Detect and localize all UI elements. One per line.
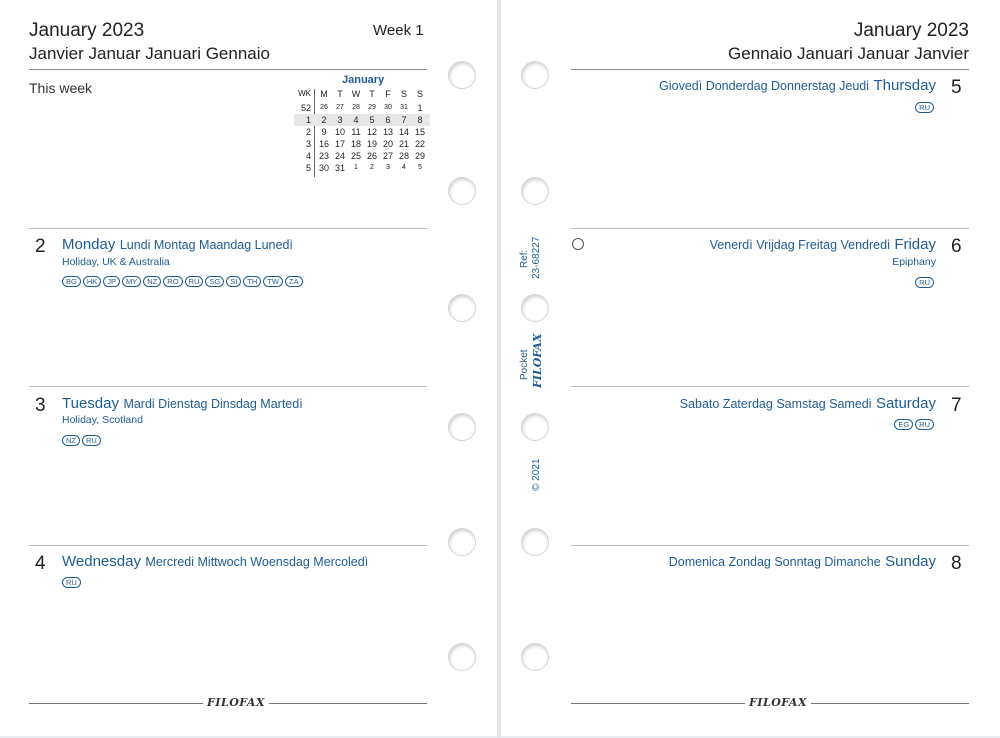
mini-calendar-day: 21 — [398, 139, 409, 149]
day-rule — [29, 386, 427, 387]
day-names — [659, 77, 936, 95]
day-number: 7 — [951, 395, 962, 416]
country-badge: JP — [103, 276, 120, 287]
day-number: 5 — [951, 77, 962, 98]
mini-calendar-week-row — [294, 138, 430, 150]
binder-hole — [448, 413, 476, 441]
binder-hole — [521, 177, 549, 205]
country-badge: TW — [263, 276, 283, 287]
mini-calendar-day: 3 — [386, 164, 390, 171]
day-rule — [571, 228, 969, 229]
mini-calendar-week-row — [294, 114, 430, 126]
day-name-translations: Venerdì Vrijdag Freitag Vendredi — [709, 238, 890, 252]
mini-calendar-week-number: 2 — [305, 127, 311, 137]
country-badge: ZA — [285, 276, 303, 287]
day-name-translations: Lundi Montag Maandag Lunedì — [119, 238, 293, 252]
mini-calendar-week-number: 52 — [300, 103, 311, 113]
mini-calendar-week-number: 4 — [305, 151, 311, 161]
day-rule — [571, 386, 969, 387]
mini-calendar-day: 18 — [350, 139, 361, 149]
mini-calendar-day: 17 — [334, 139, 345, 149]
mini-calendar-weekday: T — [337, 89, 343, 99]
country-badges — [62, 430, 103, 448]
day-names — [62, 236, 293, 254]
binder-hole — [521, 413, 549, 441]
country-badges — [62, 572, 83, 590]
mini-calendar-day: 22 — [414, 139, 425, 149]
mini-calendar-day: 30 — [384, 104, 392, 111]
binder-hole — [521, 61, 549, 89]
mini-calendar-day: 24 — [334, 151, 345, 161]
country-badge: RU — [62, 577, 81, 588]
day-rule — [29, 228, 427, 229]
moon-phase-icon — [572, 238, 584, 250]
day-names — [710, 236, 936, 254]
mini-calendar-day: 6 — [385, 115, 391, 125]
ref-code: 23-68227 — [531, 236, 542, 279]
left-header-rule — [29, 69, 427, 70]
mini-calendar-day: 13 — [382, 127, 393, 137]
mini-calendar-day: 20 — [382, 139, 393, 149]
mini-calendar-weekday: S — [416, 89, 423, 99]
mini-calendar-day: 1 — [354, 164, 358, 171]
mini-calendar-day: 14 — [398, 127, 409, 137]
mini-calendar-week-row — [294, 150, 430, 162]
day-names — [62, 553, 368, 571]
day-name-translations: Mercredi Mittwoch Woensdag Mercoledì — [145, 555, 369, 569]
mini-calendar-title: January — [342, 74, 385, 86]
mini-calendar-day: 28 — [352, 104, 360, 111]
binder-hole — [521, 294, 549, 322]
day-name: Wednesday — [62, 553, 141, 570]
mini-calendar-weekday: T — [369, 89, 375, 99]
day-number: 4 — [35, 553, 46, 574]
country-badge: TH — [243, 276, 261, 287]
ref-label: Ref: — [519, 249, 530, 268]
mini-calendar-week-row — [294, 162, 430, 174]
week-number: Week 1 — [373, 22, 424, 39]
holiday-note: Holiday, UK & Australia — [62, 256, 170, 268]
binder-hole — [521, 528, 549, 556]
day-name: Tuesday — [62, 395, 119, 412]
binder-hole — [448, 643, 476, 671]
country-badge: RU — [82, 435, 101, 446]
binder-hole — [448, 528, 476, 556]
mini-calendar-weekday: F — [385, 89, 391, 99]
mini-calendar-weekday: M — [320, 89, 328, 99]
binder-hole — [448, 294, 476, 322]
country-badge: HK — [83, 276, 101, 287]
country-badge: SI — [226, 276, 241, 287]
mini-calendar-day: 12 — [366, 127, 377, 137]
mini-calendar-week-number: 1 — [305, 115, 311, 125]
country-badge: RU — [915, 419, 934, 430]
right-month-subtitle: Gennaio Januari Januar Janvier — [728, 44, 969, 63]
mini-calendar-day: 27 — [336, 104, 344, 111]
country-badge: NZ — [143, 276, 161, 287]
country-badge: RU — [915, 277, 934, 288]
holiday-note: Holiday, Scotland — [62, 414, 143, 426]
day-name: Monday — [62, 236, 116, 253]
country-badge: RU — [185, 276, 204, 287]
spine-brand: FILOFAX — [531, 333, 544, 388]
day-number: 8 — [951, 553, 962, 574]
binder-hole — [448, 61, 476, 89]
mini-calendar-day: 10 — [334, 127, 345, 137]
country-badges — [62, 271, 305, 289]
country-badge: MY — [122, 276, 141, 287]
day-names — [669, 553, 936, 571]
mini-calendar-day: 4 — [402, 164, 406, 171]
mini-calendar-day: 2 — [370, 164, 374, 171]
mini-calendar-day: 26 — [320, 104, 328, 111]
mini-calendar-day: 19 — [366, 139, 377, 149]
day-name: Thursday — [873, 77, 936, 94]
mini-calendar-week-row — [294, 126, 430, 138]
mini-calendar-week-header: WK — [298, 89, 311, 98]
right-header-rule — [571, 69, 969, 70]
day-name-translations: Sabato Zaterdag Samstag Samedi — [679, 397, 872, 411]
day-name-translations: Domenica Zondag Sonntag Dimanche — [668, 555, 881, 569]
filofax-logo: FILOFAX — [745, 696, 811, 709]
country-badge: BG — [62, 276, 81, 287]
country-badges — [915, 272, 936, 290]
mini-calendar-day: 27 — [382, 151, 393, 161]
binder-hole — [521, 643, 549, 671]
day-name: Friday — [894, 236, 936, 253]
pocket-label: Pocket — [519, 349, 530, 380]
country-badges — [915, 97, 936, 115]
left-month-subtitle: Janvier Januar Januari Gennaio — [29, 44, 270, 63]
mini-calendar-day: 31 — [334, 163, 345, 173]
day-name: Saturday — [875, 395, 936, 412]
day-number: 2 — [35, 236, 46, 257]
holiday-note: Epiphany — [892, 256, 936, 268]
mini-calendar-day: 31 — [400, 104, 408, 111]
day-name-translations: Giovedì Donderdag Donnerstag Jeudi — [659, 79, 870, 93]
copyright: © 2021 — [531, 458, 542, 491]
day-name-translations: Mardi Dienstag Dinsdag Martedì — [123, 397, 303, 411]
country-badge: RU — [915, 102, 934, 113]
mini-calendar-day: 15 — [414, 127, 425, 137]
mini-calendar-weekday: W — [351, 89, 361, 99]
mini-calendar-week-number: 5 — [305, 163, 311, 173]
right-month-title: January 2023 — [853, 20, 969, 41]
mini-calendar-day: 16 — [318, 139, 329, 149]
day-name: Sunday — [885, 553, 936, 570]
mini-calendar-day: 3 — [337, 115, 343, 125]
mini-calendar-day: 2 — [321, 115, 327, 125]
day-names — [680, 395, 936, 413]
mini-calendar-day: 11 — [351, 127, 361, 137]
page-gutter — [497, 0, 501, 738]
mini-calendar-day: 1 — [417, 103, 423, 113]
mini-calendar-day: 28 — [398, 151, 409, 161]
mini-calendar-day: 9 — [321, 127, 327, 137]
mini-calendar-weekday: S — [400, 89, 407, 99]
binder-hole — [448, 177, 476, 205]
mini-calendar-day: 8 — [417, 115, 423, 125]
mini-calendar-week-row — [294, 102, 430, 114]
mini-calendar-day: 23 — [318, 151, 329, 161]
mini-calendar-header — [294, 88, 430, 100]
mini-calendar-day: 29 — [414, 151, 425, 161]
country-badge: NZ — [62, 435, 80, 446]
day-number: 3 — [35, 395, 46, 416]
filofax-logo: FILOFAX — [203, 696, 269, 709]
mini-calendar-day: 7 — [401, 115, 407, 125]
country-badge: EG — [894, 419, 913, 430]
mini-calendar-day: 30 — [318, 163, 329, 173]
mini-calendar-day: 4 — [353, 115, 359, 125]
mini-calendar-day: 29 — [368, 104, 376, 111]
day-names — [62, 395, 303, 413]
day-rule — [571, 545, 969, 546]
mini-calendar-day: 5 — [369, 115, 375, 125]
mini-calendar-day: 26 — [366, 151, 377, 161]
country-badges — [894, 414, 936, 432]
mini-calendar-week-number: 3 — [305, 139, 311, 149]
mini-calendar-day: 5 — [418, 164, 422, 171]
mini-calendar-day: 25 — [350, 151, 361, 161]
country-badge: RO — [163, 276, 182, 287]
day-rule — [29, 545, 427, 546]
this-week-label: This week — [29, 80, 93, 96]
country-badge: SG — [205, 276, 224, 287]
left-month-title: January 2023 — [29, 20, 145, 41]
day-number: 6 — [951, 236, 962, 257]
